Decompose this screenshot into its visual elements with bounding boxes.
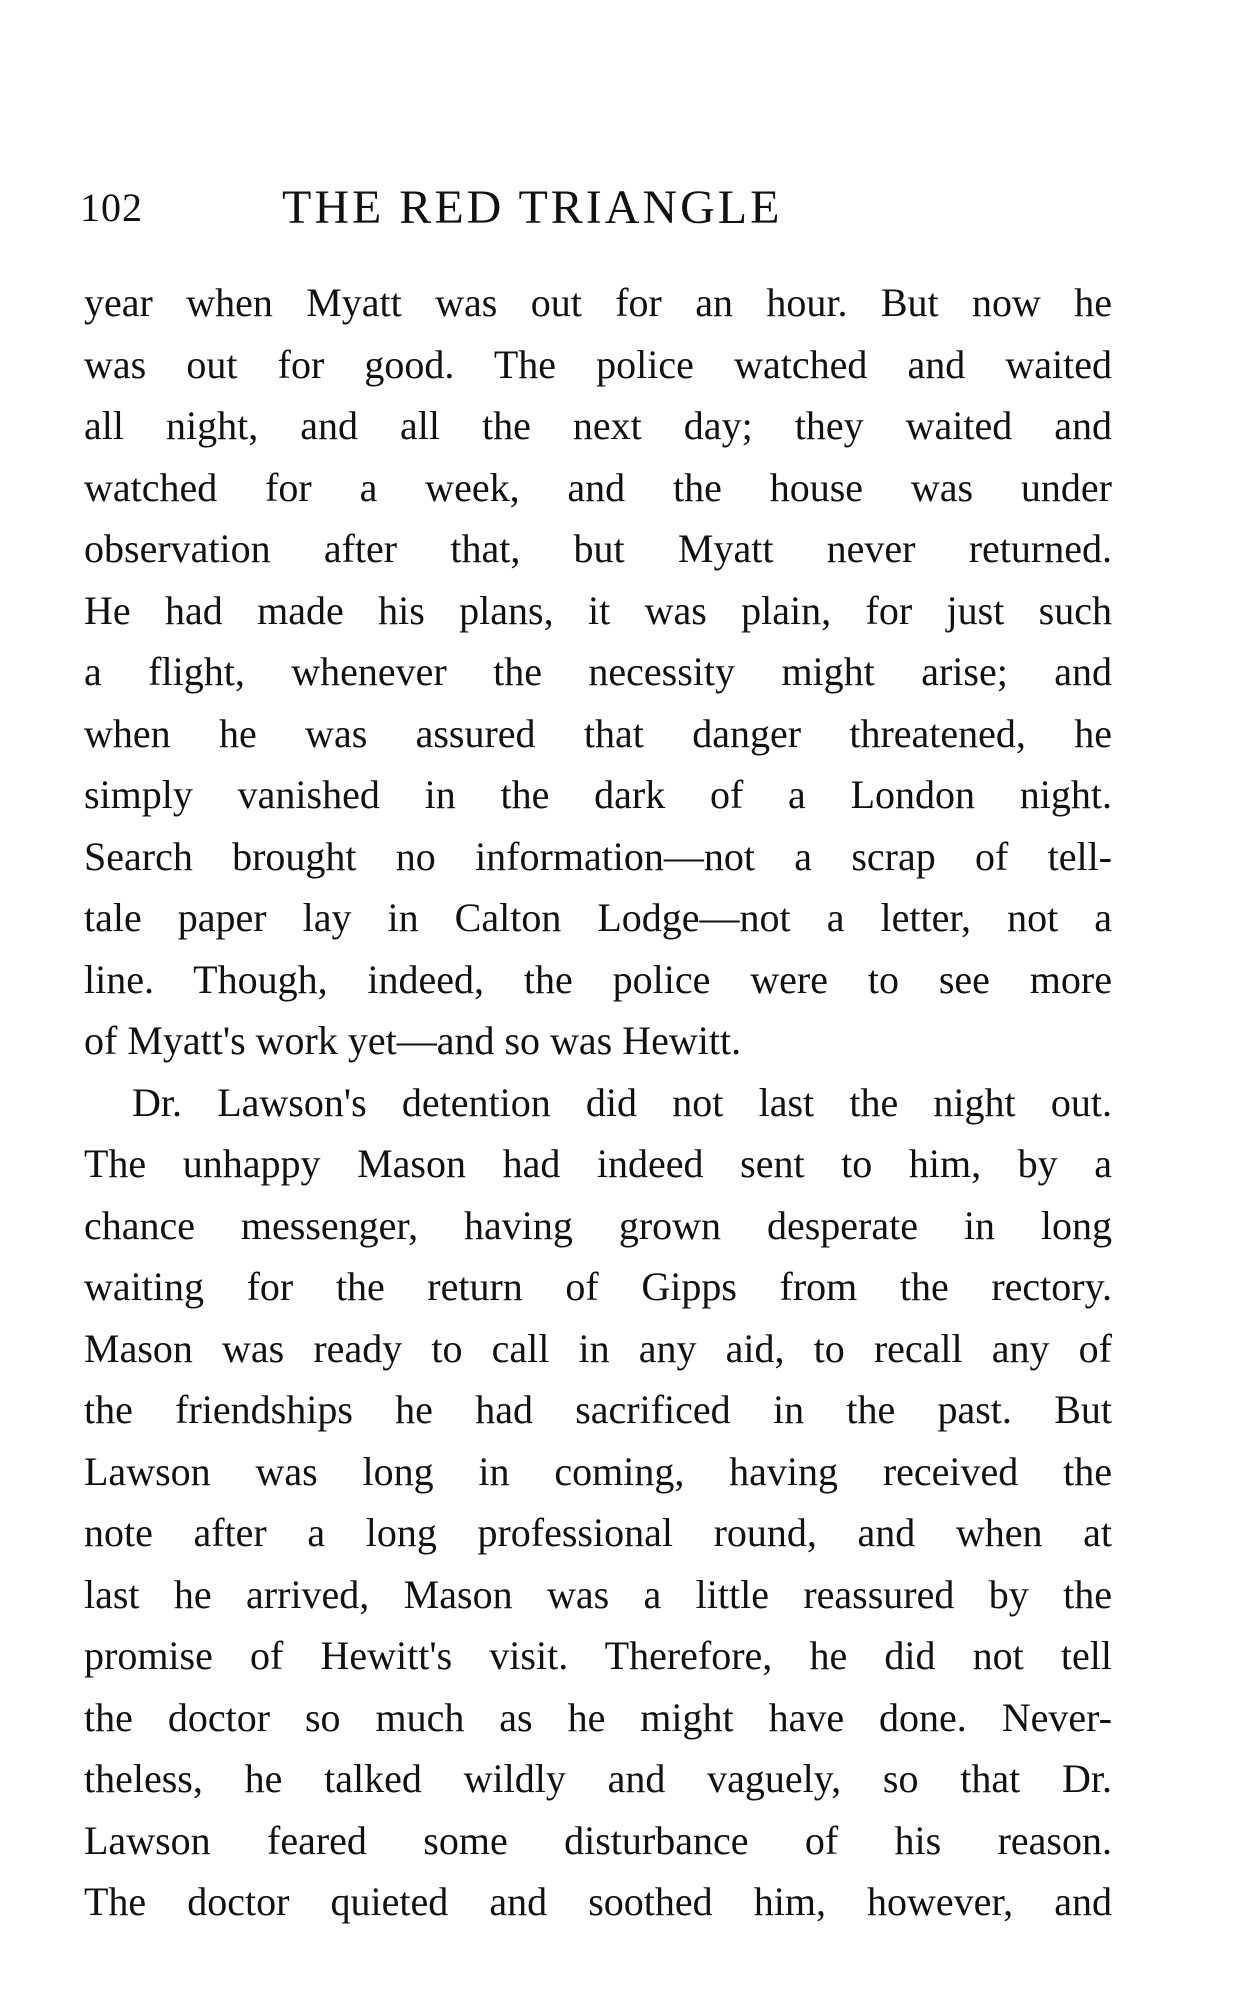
text-line: was out for good. The police watched and waited (84, 341, 1112, 387)
text-line: The unhappy Mason had indeed sent to him, by a (84, 1141, 1112, 1186)
text-line: chance messenger, having grown desperate in long (84, 1202, 1112, 1248)
text-line: year when Myatt was out for an hour. But now he (84, 280, 1112, 325)
text-line: observation after that, but Myatt never returned. (84, 526, 1112, 571)
text-line: all night, and all the next day; they waited and (84, 403, 1112, 448)
text-line: a flight, whenever the necessity might arise; and (84, 649, 1112, 694)
text-line: the friendships he had sacrificed in the past. But (84, 1387, 1112, 1432)
text-line: Lawson was long in coming, having received the (84, 1448, 1112, 1494)
text-line: theless, he talked wildly and vaguely, so that Dr. (84, 1756, 1112, 1801)
text-line: Mason was ready to call in any aid, to recall any of (84, 1325, 1112, 1371)
text-line: note after a long professional round, and when at (84, 1510, 1112, 1555)
text-line: when he was assured that danger threatened, he (84, 710, 1112, 756)
text-line: tale paper lay in Calton Lodge—not a letter, not a (84, 895, 1112, 940)
text-line: Lawson feared some disturbance of his reason. (84, 1817, 1112, 1863)
text-line: The doctor quieted and soothed him, however, and (84, 1879, 1112, 1924)
text-line: the doctor so much as he might have done. Never- (84, 1694, 1112, 1740)
page-number: 102 (80, 185, 143, 230)
text-line: last he arrived, Mason was a little reassured by the (84, 1571, 1112, 1617)
text-line: line. Though, indeed, the police were to see more (84, 956, 1112, 1002)
text-line: Search brought no information—not a scrap of tell- (84, 833, 1112, 879)
text-line: watched for a week, and the house was under (84, 464, 1112, 510)
paragraph-start-line: Dr. Lawson's detention did not last the night out. (132, 1079, 1112, 1125)
running-head (80, 178, 1110, 238)
text-line: waiting for the return of Gipps from the rectory. (84, 1264, 1112, 1309)
running-title: THE RED TRIANGLE (282, 181, 783, 234)
text-line: simply vanished in the dark of a London night. (84, 772, 1112, 817)
text-line: He had made his plans, it was plain, for just such (84, 587, 1112, 633)
body-text (84, 272, 1112, 1933)
text-line: promise of Hewitt's visit. Therefore, he did not tell (84, 1633, 1112, 1678)
paragraph-end-line: of Myatt's work yet—and so was Hewitt. (84, 1018, 742, 1063)
